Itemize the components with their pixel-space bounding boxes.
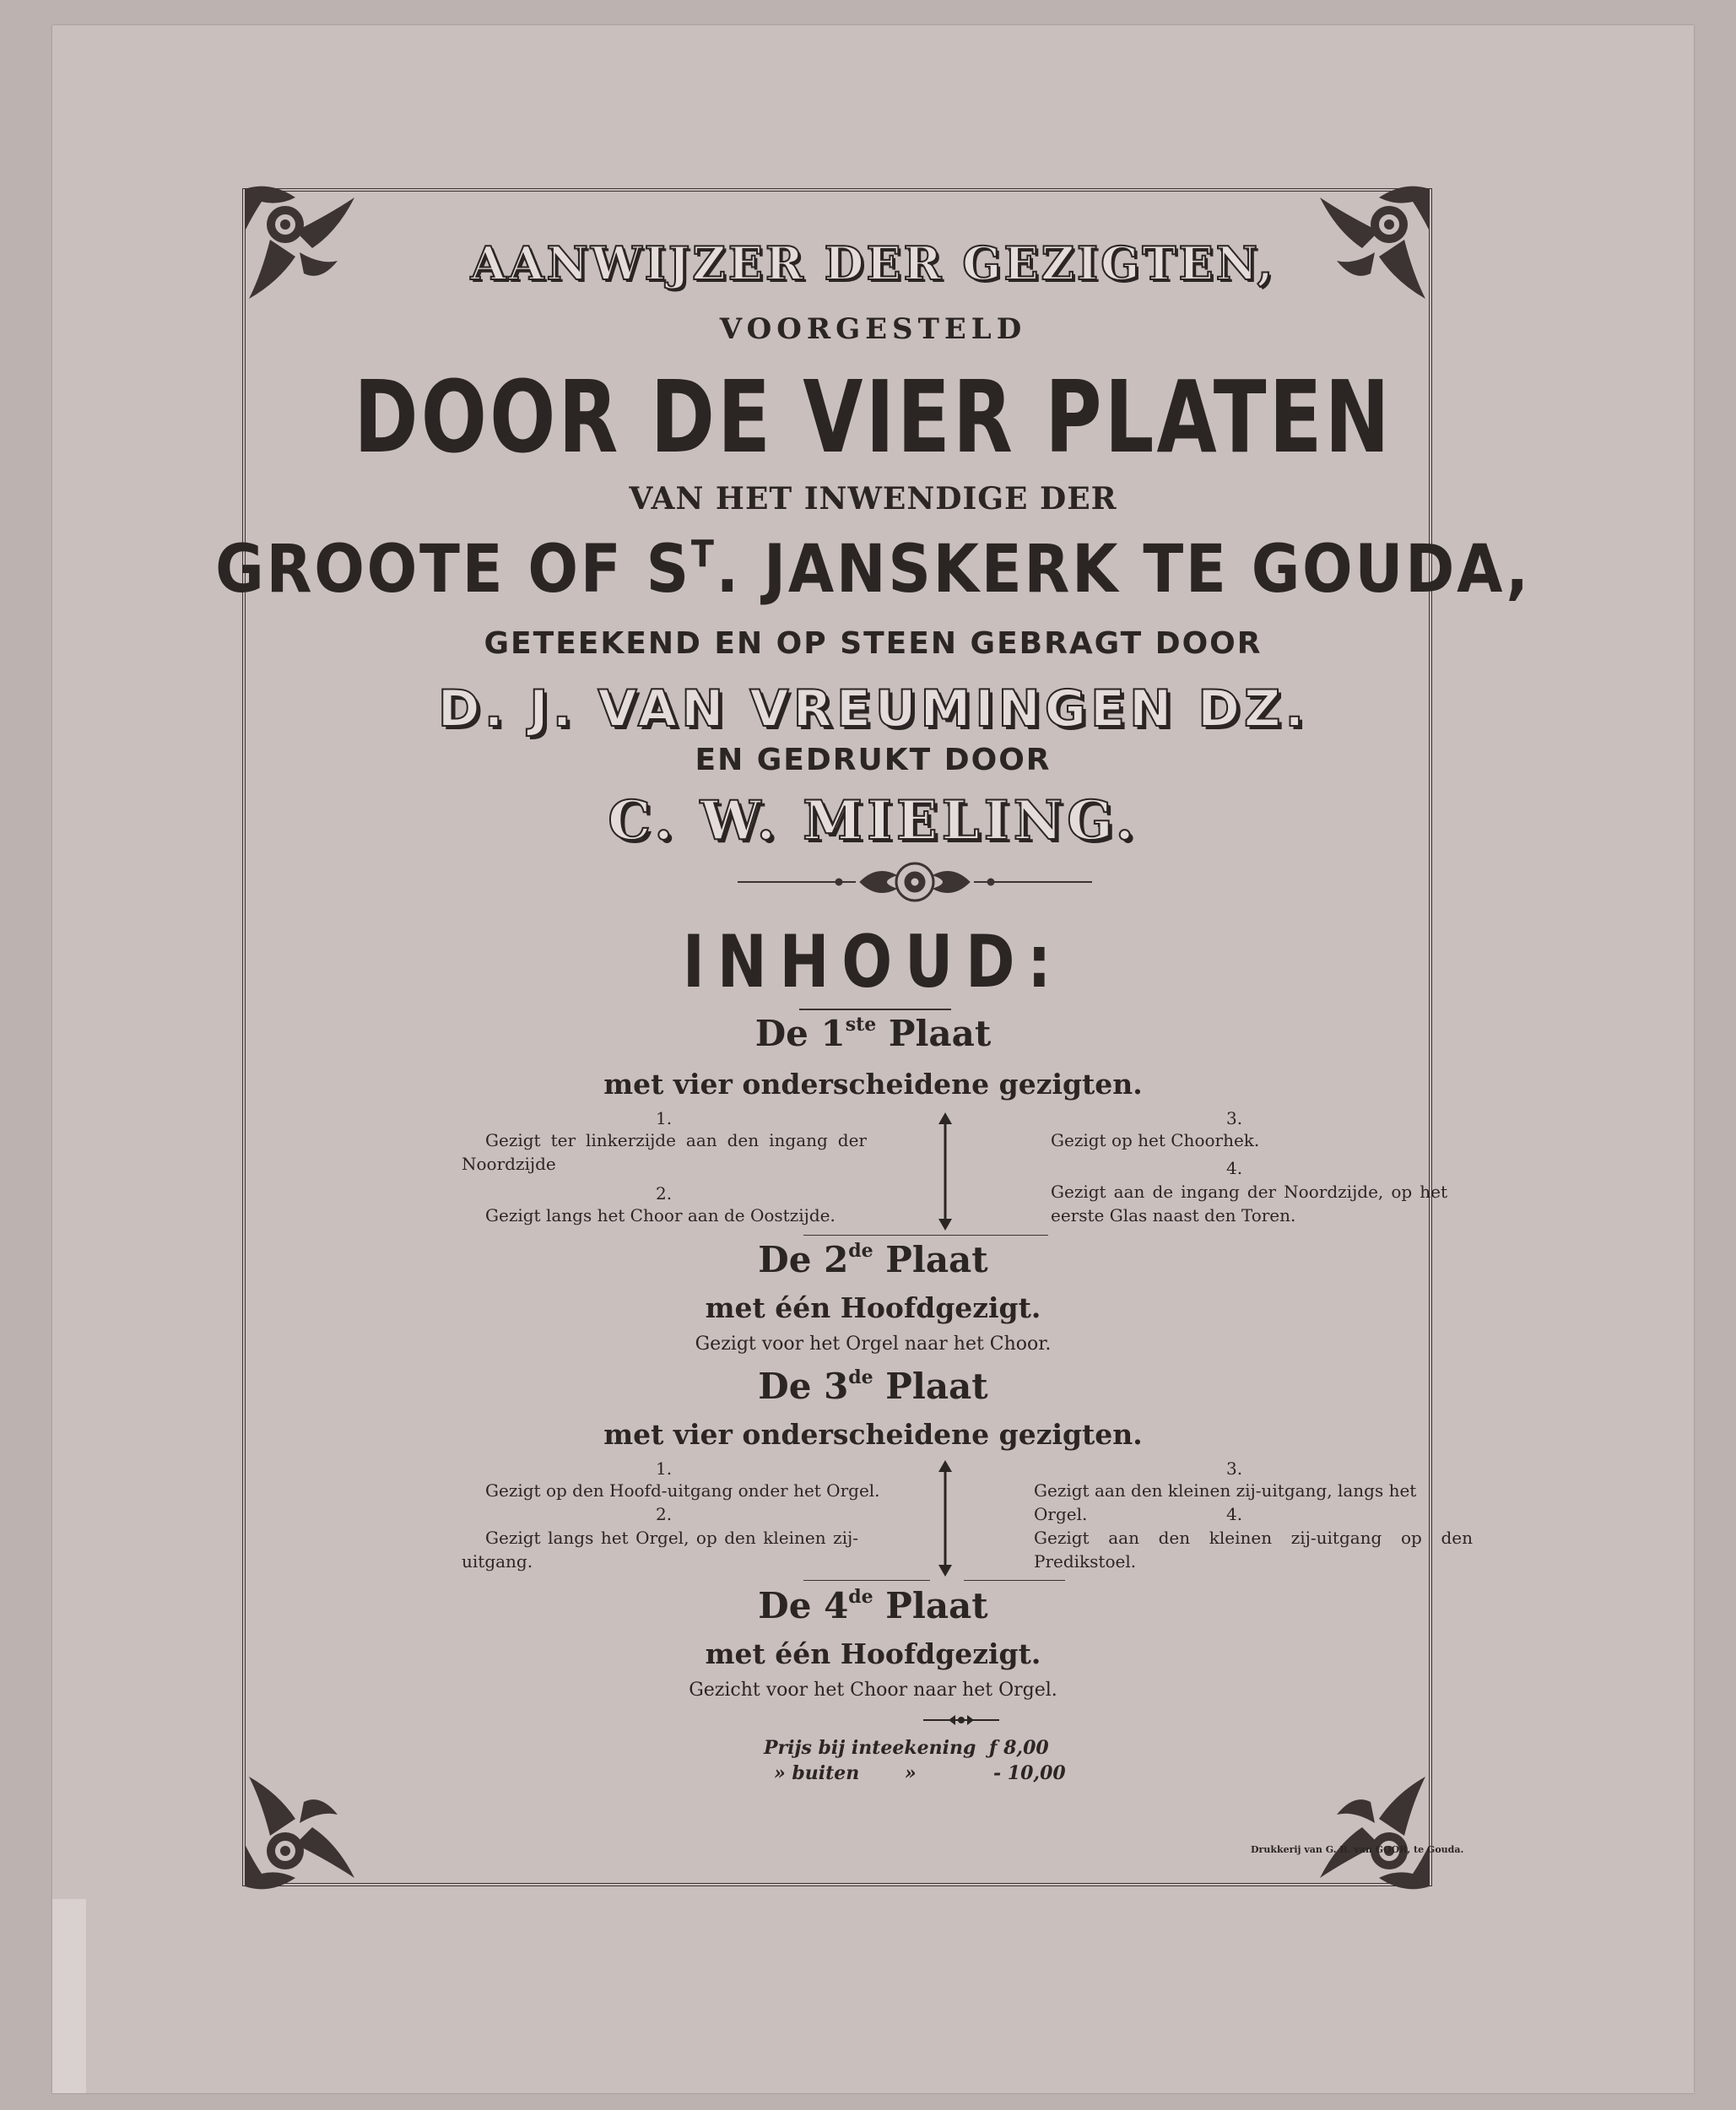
plate-1-sup: ste	[845, 1014, 877, 1036]
plate-3-sup: de	[848, 1366, 873, 1388]
plate-3-item-1: Gezigt op den Hoofd-uitgang onder het Orgel.	[485, 1480, 880, 1501]
plate-4-subtitle: met één Hoofdgezigt.	[705, 1637, 1041, 1670]
heading-inhoud: INHOUD:	[682, 920, 1064, 1004]
plate-4-post: Plaat	[873, 1585, 988, 1626]
heading-artist: D. J. VAN VREUMINGEN DZ.	[437, 679, 1309, 738]
plate-1-item-3-num: 3.	[1226, 1108, 1243, 1128]
price-value-buiten: - 10,00	[993, 1762, 1066, 1784]
plate-3-item-3-num: 3.	[1226, 1458, 1243, 1479]
corner-ornament-icon	[236, 1768, 363, 1895]
poster-sheet	[52, 25, 1694, 2093]
imprint-line: Drukkerij van G. B. van GOOR, te Gouda.	[1251, 1844, 1464, 1855]
heading-van-het-inwendige: VAN HET INWENDIGE DER	[629, 481, 1117, 517]
paper-edge	[52, 1899, 86, 2093]
plate-1-item-4-num: 4.	[1226, 1158, 1243, 1178]
plate-1-subtitle: met vier onderscheidene gezigten.	[603, 1068, 1143, 1101]
heading-door-de-vier-platen: DOOR DE VIER PLATEN	[354, 359, 1393, 475]
plate-3-item-1-num: 1.	[656, 1458, 673, 1479]
plate-1-item-4: Gezigt aan de ingang der Noordzijde, op het eerste Glas naast den Toren.	[1051, 1182, 1447, 1225]
corner-ornament-icon	[1311, 1768, 1438, 1895]
inhoud-underline	[799, 1009, 951, 1010]
plate-4-sup: de	[848, 1586, 873, 1608]
plate-1-item-2-num: 2.	[656, 1183, 673, 1204]
double-arrow-icon	[937, 1460, 954, 1577]
plate-2-line: Gezigt voor het Orgel naar het Choor.	[695, 1334, 1052, 1355]
heading-groote-kerk	[134, 532, 1612, 608]
heading-aanwijzer: AANWIJZER DER GEZIGTEN,	[470, 236, 1276, 290]
heading-geteekend: GETEEKEND EN OP STEEN GEBRAGT DOOR	[484, 626, 1263, 661]
plate-3-item-2: Gezigt langs het Orgel, op den kleinen zij-uitgang.	[462, 1528, 858, 1572]
price-value-inteekening: ƒ 8,00	[989, 1737, 1049, 1759]
plate-3-item-2-num: 2.	[656, 1504, 673, 1524]
plate-3-item-4-num: 4.	[1226, 1504, 1243, 1524]
double-arrow-icon	[937, 1112, 954, 1231]
plate-3-rule-right	[964, 1580, 1065, 1581]
price-label-inteekening: Prijs bij inteekening	[764, 1737, 976, 1759]
small-divider-icon	[923, 1713, 999, 1727]
plate-1-post: Plaat	[876, 1013, 992, 1054]
plate-4-title	[52, 1585, 1694, 1626]
plate-1-item-1-num: 1.	[656, 1108, 673, 1128]
plate-2-pre: De 2	[758, 1239, 849, 1280]
plate-1-item-3: Gezigt op het Choorhek.	[1051, 1130, 1260, 1150]
plate-4-pre: De 4	[758, 1585, 849, 1626]
groote-post: . JANSKERK TE GOUDA,	[716, 532, 1531, 608]
plate-4-line: Gezicht voor het Choor naar het Orgel.	[689, 1680, 1057, 1701]
groote-pre: GROOTE OF S	[215, 532, 691, 608]
plate-2-title	[52, 1239, 1694, 1280]
plate-3-rule-left	[803, 1580, 930, 1581]
heading-printer: C. W. MIELING.	[608, 789, 1138, 852]
plate-1-pre: De 1	[754, 1013, 846, 1054]
plate-3-pre: De 3	[758, 1366, 849, 1407]
plate-3-post: Plaat	[873, 1366, 988, 1407]
plate-3-item-3: Gezigt aan den kleinen zij-uitgang, langs het Orgel.	[1034, 1480, 1417, 1524]
plate-1-title	[52, 1013, 1694, 1054]
plate-3-title	[52, 1366, 1694, 1407]
plate-2-post: Plaat	[873, 1239, 988, 1280]
divider-ornament-icon	[738, 857, 1092, 907]
groote-sup: T	[690, 533, 717, 576]
plate-1-item-1: Gezigt ter linkerzijde aan den ingang der Noordzijde	[462, 1130, 867, 1174]
plate-2-sup: de	[848, 1240, 873, 1262]
plate-2-subtitle: met één Hoofdgezigt.	[705, 1291, 1041, 1324]
plate-3-item-4: Gezigt aan den kleinen zij-uitgang op den Predikstoel.	[1034, 1528, 1473, 1572]
plate-3-subtitle: met vier onderscheidene gezigten.	[603, 1418, 1143, 1451]
price-label-buiten: » buiten »	[774, 1762, 917, 1784]
heading-gedrukt: EN GEDRUKT DOOR	[695, 743, 1052, 777]
plate-1-rule	[803, 1235, 1048, 1236]
plate-1-item-2: Gezigt langs het Choor aan de Oostzijde.	[485, 1205, 836, 1225]
heading-voorgesteld: VOORGESTELD	[719, 312, 1027, 346]
